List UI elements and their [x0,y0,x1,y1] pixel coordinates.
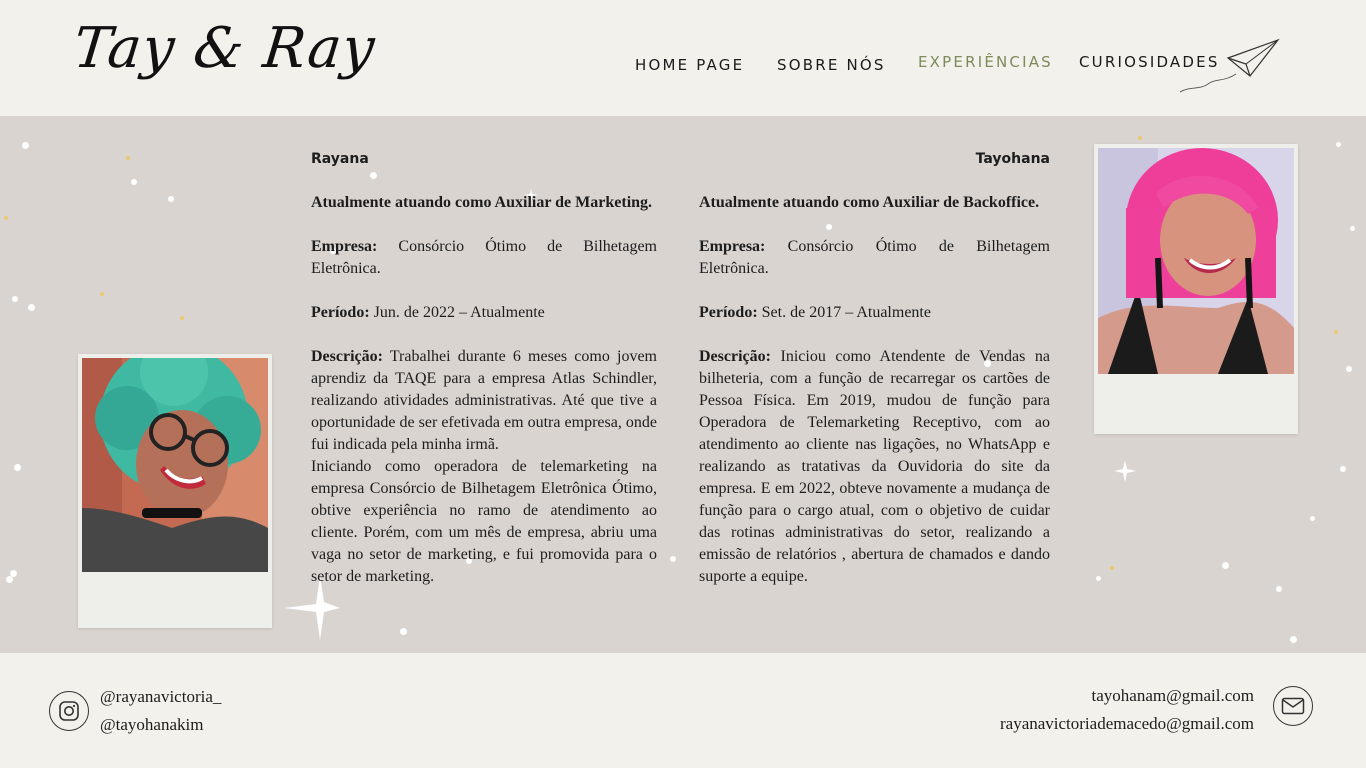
tayohana-photo [1098,148,1294,374]
periodo-label: Período: [311,304,370,321]
decor-dot [131,179,137,185]
descricao-label: Descrição: [311,348,383,365]
descricao-value: Trabalhei durante 6 meses como jovem aprendiz da TAQE para a empresa Atlas Schindler, realizando atividades administrativas. Até que tive a oportunidade de ser efetivada em outra empresa, onde fui indicada pela minha irmã. [311,348,657,453]
tayohana-polaroid [1094,144,1298,434]
instagram-glyph [58,700,80,722]
decor-dot [1310,516,1315,521]
decor-dot [1096,576,1101,581]
decor-dot [10,570,17,577]
decor-dot [12,296,18,302]
tayohana-descricao [699,346,1050,588]
empresa-label: Empresa: [699,238,766,255]
decor-dot [6,576,13,583]
decor-dot [1276,586,1282,592]
empresa-label: Empresa: [311,238,378,255]
decor-dot [100,292,104,296]
nav-sobre-nos[interactable]: SOBRE NÓS [777,56,886,74]
periodo-value: Set. de 2017 – Atualmente [761,304,931,321]
decor-dot [4,216,8,220]
rayana-polaroid [78,354,272,628]
decor-dot [670,556,676,562]
site-footer [0,653,1366,768]
instagram-handle-rayana[interactable]: @rayanavictoria_ [100,687,222,706]
nav-curiosidades[interactable]: CURIOSIDADES [1079,53,1220,71]
decor-dot [180,316,184,320]
rayana-descricao [311,346,657,456]
empresa-value: Consórcio Ótimo de Bilhetagem Eletrônica. [699,238,1050,277]
rayana-empresa [311,236,657,280]
nav-home-page[interactable]: HOME PAGE [635,56,745,74]
site-logo[interactable]: Tay & Ray [70,16,379,81]
rayana-portrait-image [82,358,268,572]
decor-dot [1110,566,1114,570]
rayana-photo [82,358,268,572]
decor-dot [1334,330,1338,334]
paper-plane-icon [1176,36,1280,94]
sparkle-icon [1114,460,1136,482]
decor-dot [28,304,35,311]
email-tayohana[interactable]: tayohanam@gmail.com [1091,686,1254,705]
instagram-handle-tayohana[interactable]: @tayohanakim [100,715,204,734]
instagram-icon[interactable] [49,691,89,731]
decor-dot [1138,136,1142,140]
rayana-headline: Atualmente atuando como Auxiliar de Marketing. [311,194,653,211]
periodo-value: Jun. de 2022 – Atualmente [373,304,545,321]
tayohana-headline: Atualmente atuando como Auxiliar de Backoffice. [699,194,1040,211]
email-rayana[interactable]: rayanavictoriademacedo@gmail.com [999,714,1254,733]
empresa-value: Consórcio Ótimo de Bilhetagem Eletrônica. [311,238,657,277]
decor-dot [126,156,130,160]
site-header [0,0,1366,116]
decor-dot [1350,226,1355,231]
rayana-descricao-continued: Iniciando como operadora de telemarketing na empresa Consórcio de Bilhetagem Eletrônica Ótimo, obtive experiência no ramo de atendimento ao cliente. Porém, com um mês de empresa, abriu uma vaga no setor de marketing, e fui promovida para o setor de marketing. [311,458,657,585]
rayana-periodo [311,302,657,324]
mail-icon[interactable] [1273,686,1313,726]
decor-dot [14,464,21,471]
tayohana-empresa [699,236,1050,280]
decor-dot [22,142,29,149]
tayohana-portrait-image [1098,148,1294,374]
envelope-glyph [1281,697,1305,715]
nav-experiencias[interactable]: EXPERIÊNCIAS [918,53,1053,71]
descricao-label: Descrição: [699,348,771,365]
rayana-name: Rayana [311,151,369,167]
periodo-label: Período: [699,304,758,321]
rayana-experience [311,148,657,610]
decor-dot [1290,636,1297,643]
decor-dot [168,196,174,202]
tayohana-periodo [699,302,1050,324]
decor-dot [1222,562,1229,569]
decor-dot [1336,142,1341,147]
decor-dot [1346,366,1352,372]
decor-dot [400,628,407,635]
descricao-value: Iniciou como Atendente de Vendas na bilheteria, com a função de recarregar os cartões de Pessoa Física. Em 2019, mudou de função para Operadora de Telemarketing Receptivo, com ao atendimento ao cliente nas ligações, no WhatsApp e realizando as tratativas da Ouvidoria do site da empresa. E em 2022, obteve novamente a mudança de função para o cargo atual, com o objetivo de cuidar das rotinas administrativas do setor, realizando a emissão de relatórios , abertura de chamados e dando suporte a equipe. [699,348,1051,585]
experiences-section [0,116,1366,653]
decor-dot [1340,466,1346,472]
tayohana-experience [699,148,1050,610]
tayohana-name: Tayohana [975,151,1050,167]
